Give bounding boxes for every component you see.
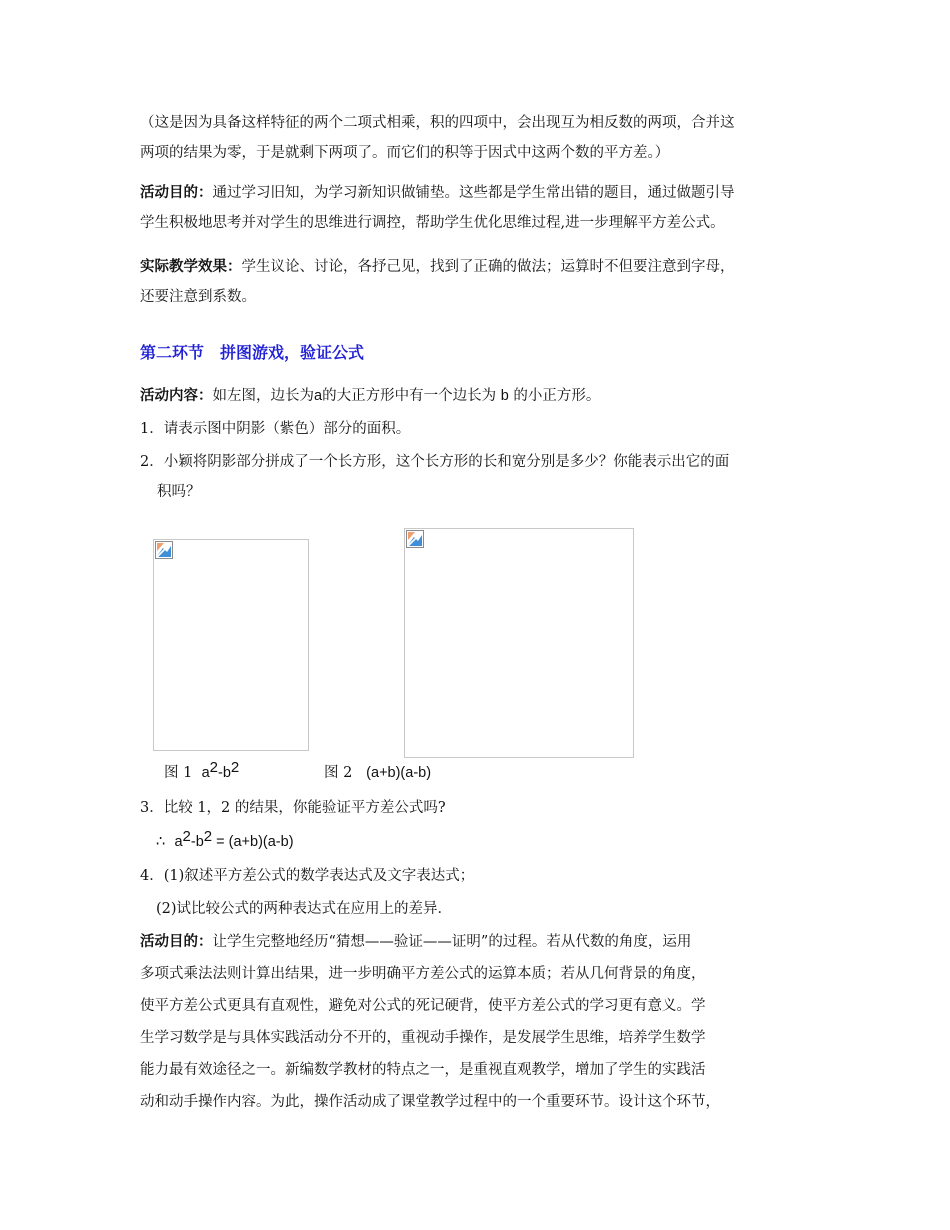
variable-b: b — [500, 388, 509, 404]
question-4-part-1: 4．(1)叙述平方差公式的数学表达式及文字表达式； — [140, 868, 475, 884]
section-heading: 第二环节 拼图游戏，验证公式 — [140, 343, 365, 362]
activity-purpose-line-2 — [140, 932, 691, 952]
caption-label: 图 1 — [164, 765, 193, 781]
figure-1-caption — [164, 759, 240, 783]
figure-2-image — [404, 528, 634, 758]
paragraph-line: 两项的结果为零，于是就剩下两项了。而它们的积等于因式中这两个数的平方差。） — [140, 145, 670, 161]
formula-exponent: 2 — [182, 828, 191, 845]
question-4-part-2: (2)试比较公式的两种表达式在应用上的差异． — [156, 901, 453, 917]
formula-minus-b: -b — [217, 765, 231, 781]
paragraph-text: 让学生完整地经历“猜想——验证——证明”的过程。若从代数的角度，运用 — [212, 934, 692, 950]
therefore-formula — [156, 828, 294, 852]
figure-2-caption — [324, 763, 431, 783]
formula-a: a — [174, 834, 183, 850]
teaching-effect-line — [140, 257, 735, 277]
question-3: 3．比较 1，2 的结果，你能验证平方差公式吗? — [140, 800, 446, 816]
variable-a: a — [314, 388, 323, 404]
formula-exponent: 2 — [230, 759, 240, 776]
broken-image-icon — [406, 530, 424, 548]
paragraph-line: 生学习数学是与具体实践活动分不开的，重视动手操作，是发展学生思维，培养学生数学 — [140, 1030, 706, 1046]
label-activity-content: 活动内容： — [140, 388, 213, 404]
figure-1-image — [153, 539, 309, 751]
label-activity-purpose: 活动目的： — [140, 934, 213, 950]
broken-image-icon — [155, 541, 173, 559]
question-2-cont: 积吗？ — [157, 484, 201, 500]
paragraph-text: 如左图，边长为 — [212, 388, 314, 404]
formula-exponent: 2 — [209, 759, 218, 776]
question-1: 1．请表示图中阴影（紫色）部分的面积。 — [140, 421, 411, 437]
caption-label: 图 2 — [324, 765, 353, 781]
label-activity-purpose: 活动目的： — [140, 185, 213, 201]
formula-a: a — [201, 765, 210, 781]
paragraph-text: 通过学习旧知，为学习新知识做铺垫。这些都是学生常出错的题目，通过做题引导 — [212, 185, 735, 201]
paragraph-line: 还要注意到系数。 — [140, 289, 256, 305]
therefore-symbol: ∴ — [156, 834, 166, 850]
paragraph-line: 学生积极地思考并对学生的思维进行调控，帮助学生优化思维过程,进一步理解平方差公式。 — [140, 215, 725, 231]
paragraph-line: 使平方差公式更具有直观性，避免对公式的死记硬背，使平方差公式的学习更有意义。学 — [140, 998, 706, 1014]
formula-product: (a+b)(a-b) — [366, 765, 432, 781]
paragraph-line: 能力最有效途径之一。新编数学教材的特点之一，是重视直观教学，增加了学生的实践活 — [140, 1062, 706, 1078]
paragraph-text: 的小正方形。 — [513, 388, 601, 404]
formula-minus-b: -b — [190, 834, 204, 850]
formula-exponent: 2 — [203, 828, 213, 845]
paragraph-line: 多项式乘法法则计算出结果，进一步明确平方差公式的运算本质；若从几何背景的角度， — [140, 966, 706, 982]
question-2: 2．小颖将阴影部分拼成了一个长方形，这个长方形的长和宽分别是多少？你能表示出它的面 — [140, 454, 730, 470]
paragraph-text: 的大正方形中有一个边长为 — [322, 388, 497, 404]
label-teaching-effect: 实际教学效果： — [140, 259, 242, 275]
paragraph-line: 动和动手操作内容。为此，操作活动成了课堂教学过程中的一个重要环节。设计这个环节， — [140, 1094, 720, 1110]
formula-rhs: = (a+b)(a-b) — [212, 834, 294, 850]
activity-content-line — [140, 386, 600, 406]
activity-purpose-line — [140, 183, 735, 203]
paragraph-line: （这是因为具备这样特征的两个二项式相乘，积的四项中，会出现互为相反数的两项，合并这 — [140, 115, 735, 131]
paragraph-text: 学生议论、讨论，各抒己见，找到了正确的做法；运算时不但要注意到字母， — [241, 259, 735, 275]
